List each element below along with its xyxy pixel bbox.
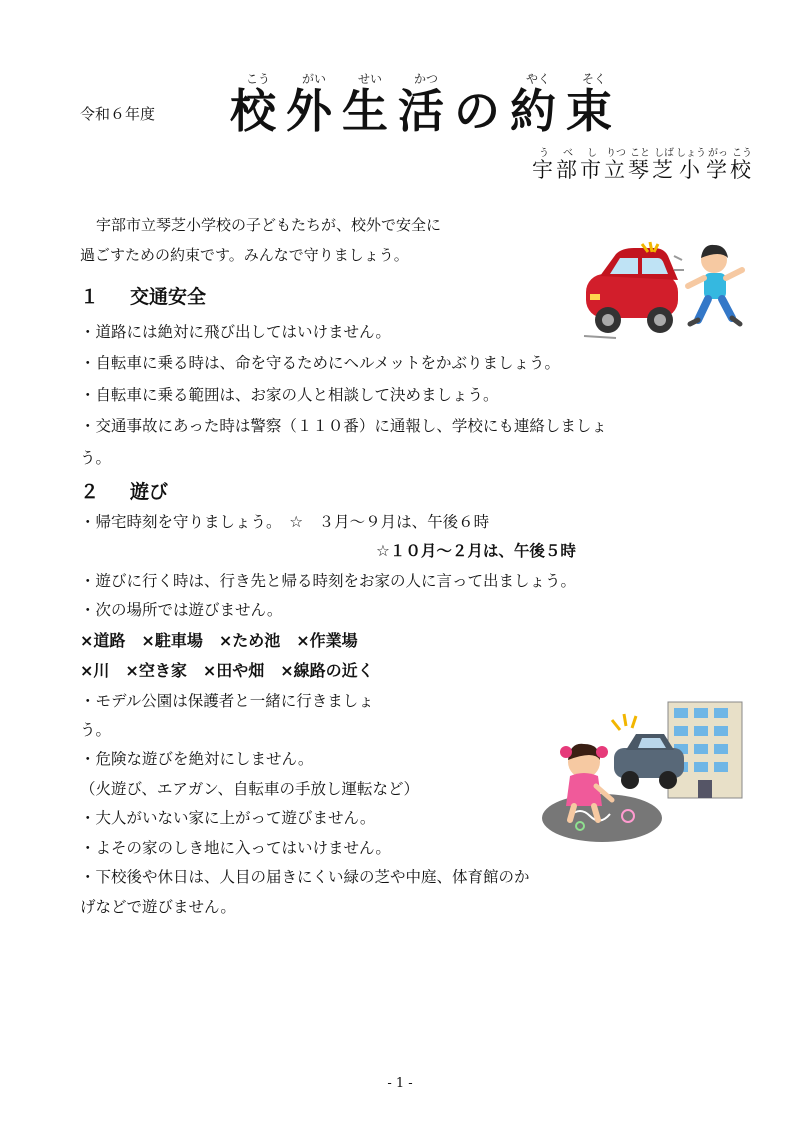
list-item: ・帰宅時刻を守りましょう。 ☆ ３月～９月は、午後６時 (80, 513, 490, 531)
title-char: 校こう (230, 72, 286, 138)
school-char: 市し (580, 148, 604, 182)
list-item: ・遊びに行く時は、行き先と帰る時刻をお家の人に言って出ましょう。 (80, 571, 577, 590)
list-item: ・下校後や休日は、人目の届きにくい緑の芝や中庭、体育館のか (80, 868, 530, 887)
school-char: 部べ (556, 148, 580, 182)
intro-line-1: 宇部市立琴芝小学校の子どもたちが、校外で安全に (96, 216, 442, 234)
list-item: ・よその家のしき地に入ってはいけません。 (80, 838, 391, 857)
section-2-number: ２ (80, 481, 100, 503)
list-item: ☆１０月～２月は、午後５時 (376, 542, 576, 561)
school-ruby: しば (652, 148, 676, 159)
list-item: う。 (80, 720, 112, 739)
school-ruby: う (532, 148, 556, 159)
intro-line-2: 過ごすための約束です。みんなで守りましょう。 (80, 246, 409, 264)
school-ruby: りつ (604, 148, 628, 159)
school-char: 学がっ (706, 148, 730, 182)
section-2-heading (80, 477, 168, 507)
list-item: （火遊び、エアガン、自転車の手放し運転など） (80, 779, 419, 798)
title-ruby: せい (342, 72, 398, 86)
school-char: 立りつ (604, 148, 628, 182)
school-char: 琴こと (628, 148, 652, 182)
section-2-title: 遊び (130, 481, 169, 503)
page-number: - 1 - (387, 1076, 413, 1091)
section-1-title: 交通安全 (130, 286, 207, 308)
title-char: 約やく (510, 72, 566, 138)
school-char: 宇う (532, 148, 556, 182)
school-ruby: がっ (706, 148, 730, 159)
title-char: 外がい (286, 72, 342, 138)
page-title (230, 72, 622, 147)
year-label: 令和６年度 (80, 105, 156, 123)
title-char: の (454, 84, 510, 138)
list-item: ・自転車に乗る範囲は、お家の人と相談して決めましょう。 (80, 385, 499, 404)
title-ruby: がい (286, 72, 342, 86)
list-item: ・自転車に乗る時は、命を守るためにヘルメットをかぶりましょう。 (80, 354, 561, 373)
list-item: ・次の場所では遊びません。 (80, 601, 283, 620)
list-item: ・モデル公園は保護者と一緒に行きましょ (80, 691, 374, 710)
section-1-heading (80, 282, 206, 312)
title-char: 生せい (342, 72, 398, 138)
school-ruby: こう (730, 148, 754, 159)
list-item: ・危険な遊びを絶対にしません。 (80, 750, 314, 769)
title-ruby: こう (230, 72, 286, 86)
title-ruby (454, 72, 510, 86)
school-char: 小しょう (676, 148, 706, 182)
title-ruby: やく (510, 72, 566, 86)
title-char: 束そく (566, 72, 622, 138)
list-item: げなどで遊びません。 (80, 897, 236, 916)
school-ruby: しょう (676, 148, 706, 159)
title-ruby: かつ (398, 72, 454, 86)
list-item: ・道路には絶対に飛び出してはいけません。 (80, 323, 391, 341)
school-char: 芝しば (652, 148, 676, 182)
section-1-number: １ (80, 286, 100, 308)
title-ruby: そく (566, 72, 622, 86)
list-item: ×川 ×空き家 ×田や畑 ×線路の近く (80, 661, 374, 681)
list-item: ×道路 ×駐車場 ×ため池 ×作業場 (80, 630, 358, 650)
school-ruby: し (580, 148, 604, 159)
title-char: 活かつ (398, 72, 454, 138)
section-1-list (80, 318, 770, 475)
list-item: ・大人がいない家に上がって遊びません。 (80, 809, 376, 828)
school-name (532, 148, 754, 187)
school-ruby: こと (628, 148, 652, 159)
girl-chalk-illustration (540, 698, 750, 848)
school-ruby: べ (556, 148, 580, 159)
list-item: ・交通事故にあった時は警察（１１０番）に通報し、学校にも連絡しましょ (80, 417, 607, 436)
intro-paragraph (80, 210, 580, 270)
list-item: う。 (80, 448, 112, 467)
school-char: 校こう (730, 148, 754, 182)
